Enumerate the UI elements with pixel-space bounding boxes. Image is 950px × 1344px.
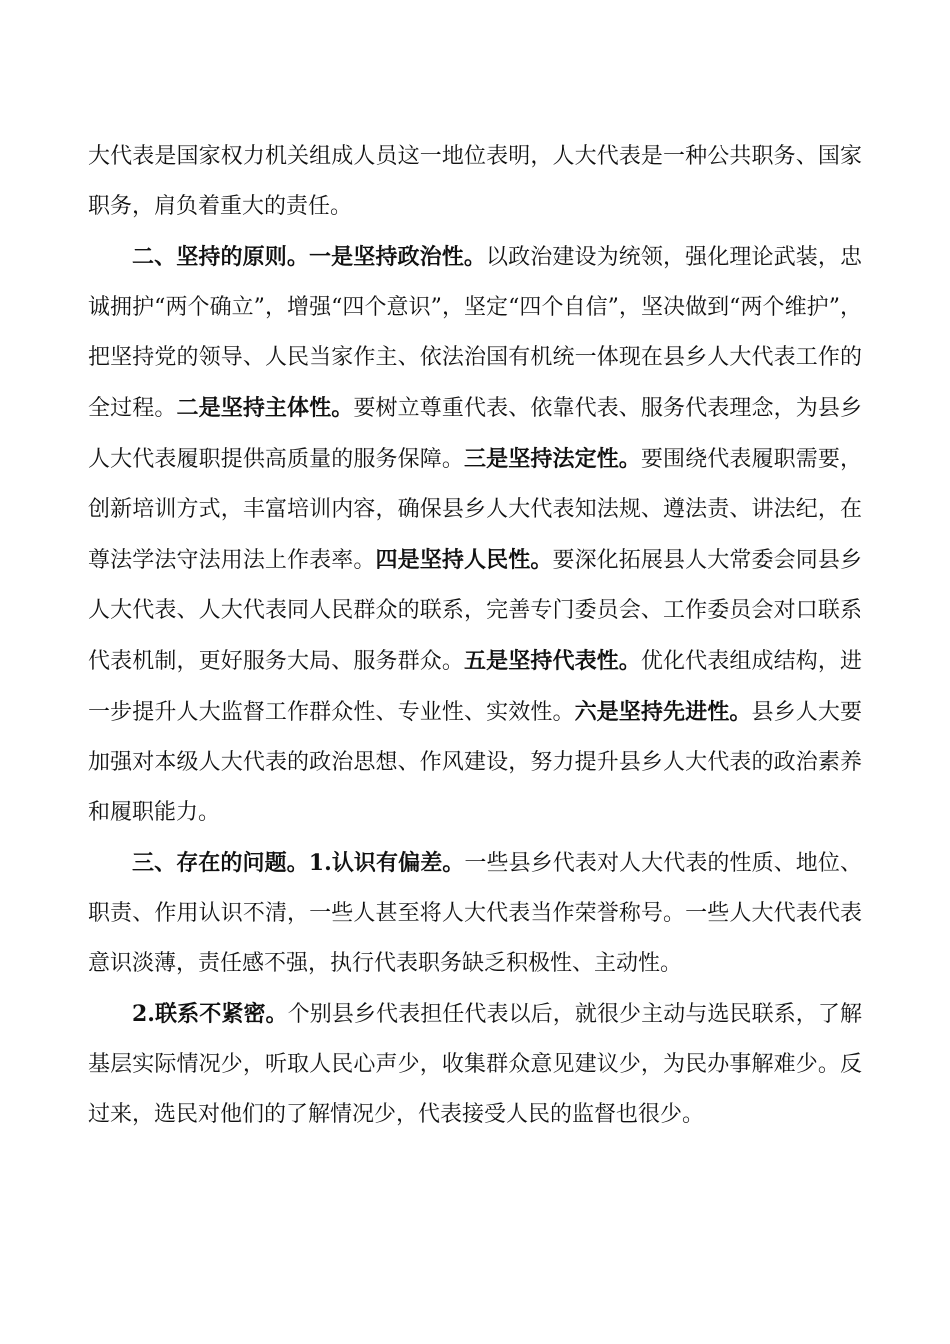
text-run: 要围绕代表履职需要，创新培训方式，丰富培训内容，确保县乡人大代表知法规、遵法责、讲法纪，在尊法学法守法用法上作表率。 xyxy=(88,447,862,573)
principle-heading: 四是坚持人民性。 xyxy=(375,547,553,573)
text-run: 大代表是国家权力机关组成人员这一地位表明，人大代表是一种公共职务、国家职务，肩负着重大的责任。 xyxy=(88,144,862,219)
principle-heading: 三是坚持法定性。 xyxy=(463,446,641,472)
principle-heading: 六是坚持先进性。 xyxy=(574,699,752,725)
document-body xyxy=(88,132,862,1140)
text-run: 要深化拓展县人大常委会同县乡人大代表、人大代表同人民群众的联系，完善专门委员会、工作委员会对口联系代表机制，更好服务大局、服务群众。 xyxy=(88,548,862,674)
principle-heading: 一是坚持政治性。 xyxy=(309,244,486,270)
paragraph-problems xyxy=(88,838,862,989)
problem-heading: 2.联系不紧密。 xyxy=(132,1001,288,1027)
paragraph-intro xyxy=(88,132,862,232)
section-heading: 三、存在的问题。 xyxy=(132,850,309,876)
text-run: 要树立尊重代表、依靠代表、服务代表理念，为县乡人大代表履职提供高质量的服务保障。 xyxy=(88,396,862,472)
text-run: 一些县乡代表对人大代表的性质、地位、职责、作用认识不清，一些人甚至将人大代表当作荣誉称号。一些人大代表代表意识淡薄，责任感不强，执行代表职务缺乏积极性、主动性。 xyxy=(88,851,862,976)
section-heading: 二、坚持的原则。 xyxy=(132,244,309,270)
principle-heading: 二是坚持主体性。 xyxy=(176,395,354,421)
text-run: 县乡人大要加强对本级人大代表的政治思想、作风建设，努力提升县乡人大代表的政治素养和履职能力。 xyxy=(88,700,862,825)
problem-heading: 1.认识有偏差。 xyxy=(308,850,465,876)
principle-heading: 五是坚持代表性。 xyxy=(463,648,641,674)
paragraph-principles xyxy=(88,232,862,838)
text-run: 以政治建设为统领，强化理论武装，忠诚拥护“两个确立”，增强“四个意识”，坚定“四个自信”，坚决做到“两个维护”，把坚持党的领导、人民当家作主、依法治国有机统一体现在县乡人大代表工作的全过程。 xyxy=(88,245,862,421)
text-run: 个别县乡代表担任代表以后，就很少主动与选民联系，了解基层实际情况少，听取人民心声少，收集群众意见建议少，为民办事解难少。反过来，选民对他们的了解情况少，代表接受人民的监督也很少。 xyxy=(88,1002,862,1127)
paragraph-contact xyxy=(88,989,862,1140)
text-run: 优化代表组成结构，进一步提升人大监督工作群众性、专业性、实效性。 xyxy=(88,649,862,725)
